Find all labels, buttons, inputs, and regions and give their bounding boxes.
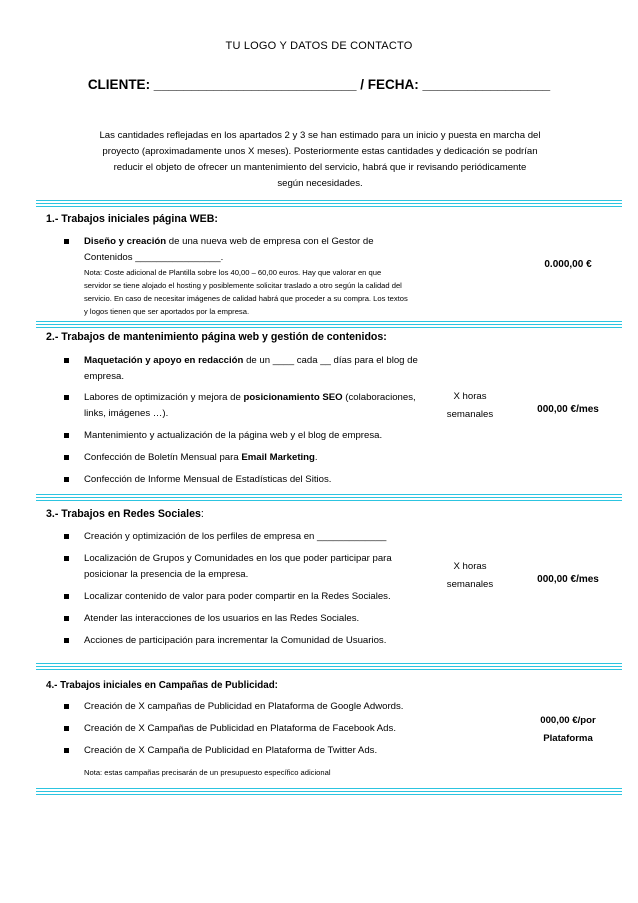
list-item: Diseño y creación de una nueva web de empresa con el Gestor de Contenidos ________________. <box>64 234 424 266</box>
section-4-price: 000,00 €/por Plataforma <box>540 715 596 744</box>
section-divider <box>36 494 622 501</box>
section-2-hours: X horas semanales <box>446 391 494 420</box>
list-item: Acciones de participación para incrementar la Comunidad de Usuarios. <box>64 633 424 649</box>
section-divider <box>36 788 622 795</box>
intro-line: según necesidades. <box>277 178 363 189</box>
intro-line: reducir el objeto de ofrecer un mantenimiento del servicio, habrá que ir revisando periódicamente <box>113 162 527 173</box>
intro-line: Las cantidades reflejadas en los apartados 2 y 3 se han estimado para un inicio y puesta en marcha del <box>99 130 541 141</box>
section-4-title: 4.- Trabajos iniciales en Campañas de Publicidad: <box>46 680 278 691</box>
section-2-price: 000,00 €/mes <box>537 404 599 415</box>
section-2-list <box>64 353 424 488</box>
section-divider <box>36 321 622 328</box>
section-3-list <box>64 529 424 649</box>
section-4-note: Nota: estas campañas precisarán de un presupuesto específico adicional <box>84 768 331 777</box>
list-item: Confección de Informe Mensual de Estadísticas del Sitios. <box>64 472 424 488</box>
section-1-title: 1.- Trabajos iniciales página WEB: <box>46 213 218 225</box>
list-item: Labores de optimización y mejora de posicionamiento SEO (colaboraciones, links, imágenes …). <box>64 390 424 422</box>
intro-line: proyecto (aproximadamente unos X meses). Posteriormente estas cantidades y dedicación se podrían <box>102 146 538 157</box>
list-item: Confección de Boletín Mensual para Email Marketing. <box>64 450 424 466</box>
list-item: Localizar contenido de valor para poder compartir en la Redes Sociales. <box>64 589 424 605</box>
section-3-title: 3.- Trabajos en Redes Sociales: <box>46 508 204 520</box>
list-item: Atender las interacciones de los usuarios en las Redes Sociales. <box>64 611 424 627</box>
section-4-list <box>64 699 464 759</box>
section-2-title: 2.- Trabajos de mantenimiento página web y gestión de contenidos: <box>46 331 387 343</box>
section-3-price: 000,00 €/mes <box>537 574 599 585</box>
section-divider <box>36 200 622 207</box>
client-date-line: CLIENTE: ___________________________ / FECHA: _________________ <box>87 77 551 92</box>
list-item: Localización de Grupos y Comunidades en los que poder participar para posicionar la presencia de la empresa. <box>64 551 424 583</box>
section-3-hours: X horas semanales <box>446 561 494 590</box>
list-item: Creación de X Campañas de Publicidad en Plataforma de Facebook Ads. <box>64 721 464 737</box>
list-item: Maquetación y apoyo en redacción de un ____ cada __ días para el blog de empresa. <box>64 353 424 385</box>
section-divider <box>36 663 622 670</box>
logo-contact-placeholder: TU LOGO Y DATOS DE CONTACTO <box>225 40 413 52</box>
list-item: Creación y optimización de los perfiles de empresa en _____________ <box>64 529 424 545</box>
section-1-price: 0.000,00 € <box>544 259 592 270</box>
section-1-list <box>64 234 424 266</box>
list-item: Creación de X Campaña de Publicidad en Plataforma de Twitter Ads. <box>64 743 464 759</box>
list-item: Mantenimiento y actualización de la página web y el blog de empresa. <box>64 428 424 444</box>
intro-paragraph <box>90 128 550 192</box>
section-1-note: Nota: Coste adicional de Plantilla sobre los 40,00 – 60,00 euros. Hay que valorar en que servidor se tiene alojado el hosting y posiblemente solicitar traslado a otro según la calidad del servicio. En caso de necesitar imágenes de calidad habrá que proceder a su compra. Los textos y logos tienen que ser aportados por la empresa. <box>84 268 408 316</box>
list-item: Creación de X campañas de Publicidad en Plataforma de Google Adwords. <box>64 699 464 715</box>
